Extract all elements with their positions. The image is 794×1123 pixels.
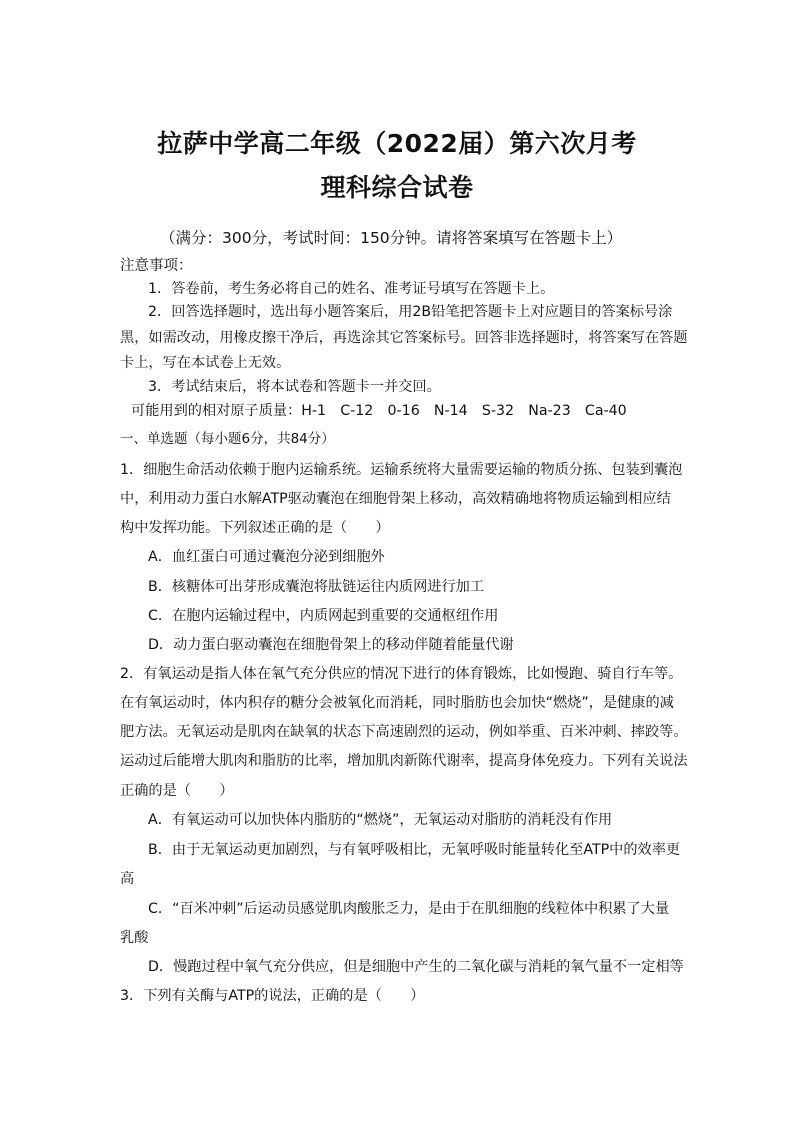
q2-stem-line-1: 2．有氧运动是指人体在氧气充分供应的情况下进行的体育锻炼，比如慢跑、骑自行车等。 [120, 666, 683, 682]
note-item-2-line-1: 2．回答选择题时，选出每小题答案后，用2B铅笔把答题卡上对应题目的答案标号涂 [148, 304, 673, 320]
q1-option-b: B．核糖体可出芽形成囊泡将肽链运往内质网进行加工 [148, 579, 485, 595]
notes-heading: 注意事项： [120, 258, 193, 274]
q1-option-d: D．动力蛋白驱动囊泡在细胞骨架上的移动伴随着能量代谢 [148, 637, 514, 653]
note-item-2-line-3: 卡上，写在本试卷上无效。 [120, 355, 291, 371]
q2-stem-line-5: 正确的是（ ） [120, 783, 234, 799]
q3-stem-line-1: 3．下列有关酶与ATP的说法，正确的是（ ） [120, 988, 425, 1004]
q2-stem-line-2: 在有氧运动时，体内积存的糖分会被氧化而消耗，同时脂肪也会加快“燃烧”，是健康的减 [120, 695, 674, 711]
q1-option-a: A．血红蛋白可通过囊泡分泌到细胞外 [148, 549, 385, 565]
q1-stem-line-1: 1．细胞生命活动依赖于胞内运输系统。运输系统将大量需要运输的物质分拣、包装到囊泡 [120, 462, 683, 478]
atomic-masses-line: 可能用到的相对原子质量：H-1 C-12 0-16 N-14 S-32 Na-23 Ca-40 [131, 403, 627, 419]
q1-option-c: C．在胞内运输过程中，内质网起到重要的交通枢纽作用 [148, 608, 499, 624]
note-item-2-line-2: 黑，如需改动，用橡皮擦干净后，再选涂其它答案标号。回答非选择题时，将答案写在答题 [120, 330, 688, 346]
q2-stem-line-4: 运动过后能增大肌肉和脂肪的比率，增加肌肉新陈代谢率，提高身体免疫力。下列有关说法 [120, 753, 688, 769]
score-time-line: （满分：300分，考试时间：150分钟。请将答案填写在答题卡上） [160, 229, 623, 247]
q1-stem-line-2: 中，利用动力蛋白水解ATP驱动囊泡在细胞骨架上移动，高效精确地将物质运输到相应结 [120, 491, 671, 507]
q2-option-b-line-2: 高 [120, 871, 135, 887]
section-heading: 一、单选题（每小题6分，共84分） [120, 431, 335, 447]
q2-option-c-line-2: 乳酸 [120, 930, 149, 946]
note-item-1: 1．答卷前，考生务必将自己的姓名、准考证号填写在答题卡上。 [148, 281, 555, 297]
note-item-3: 3．考试结束后，将本试卷和答题卡一并交回。 [148, 379, 441, 395]
exam-subtitle: 理科综合试卷 [320, 173, 474, 202]
exam-title: 拉萨中学高二年级（2022届）第六次月考 [157, 129, 637, 158]
q2-option-b-line-1: B．由于无氧运动更加剧烈，与有氧呼吸相比，无氧呼吸时能量转化至ATP中的效率更 [148, 842, 681, 858]
q2-option-a: A．有氧运动可以加快体内脂肪的“燃烧”，无氧运动对脂肪的消耗没有作用 [148, 812, 613, 828]
q2-option-d: D．慢跑过程中氧气充分供应，但是细胞中产生的二氧化碳与消耗的氧气量不一定相等 [148, 959, 684, 975]
q2-option-c-line-1: C．“百米冲刺”后运动员感觉肌肉酸胀乏力，是由于在肌细胞的线粒体中积累了大量 [148, 901, 670, 917]
q1-stem-line-3: 构中发挥功能。下列叙述正确的是（ ） [120, 520, 390, 536]
q2-stem-line-3: 肥方法。无氧运动是肌肉在缺氧的状态下高速剧烈的运动，例如举重、百米冲刺、摔跤等。 [120, 724, 688, 740]
